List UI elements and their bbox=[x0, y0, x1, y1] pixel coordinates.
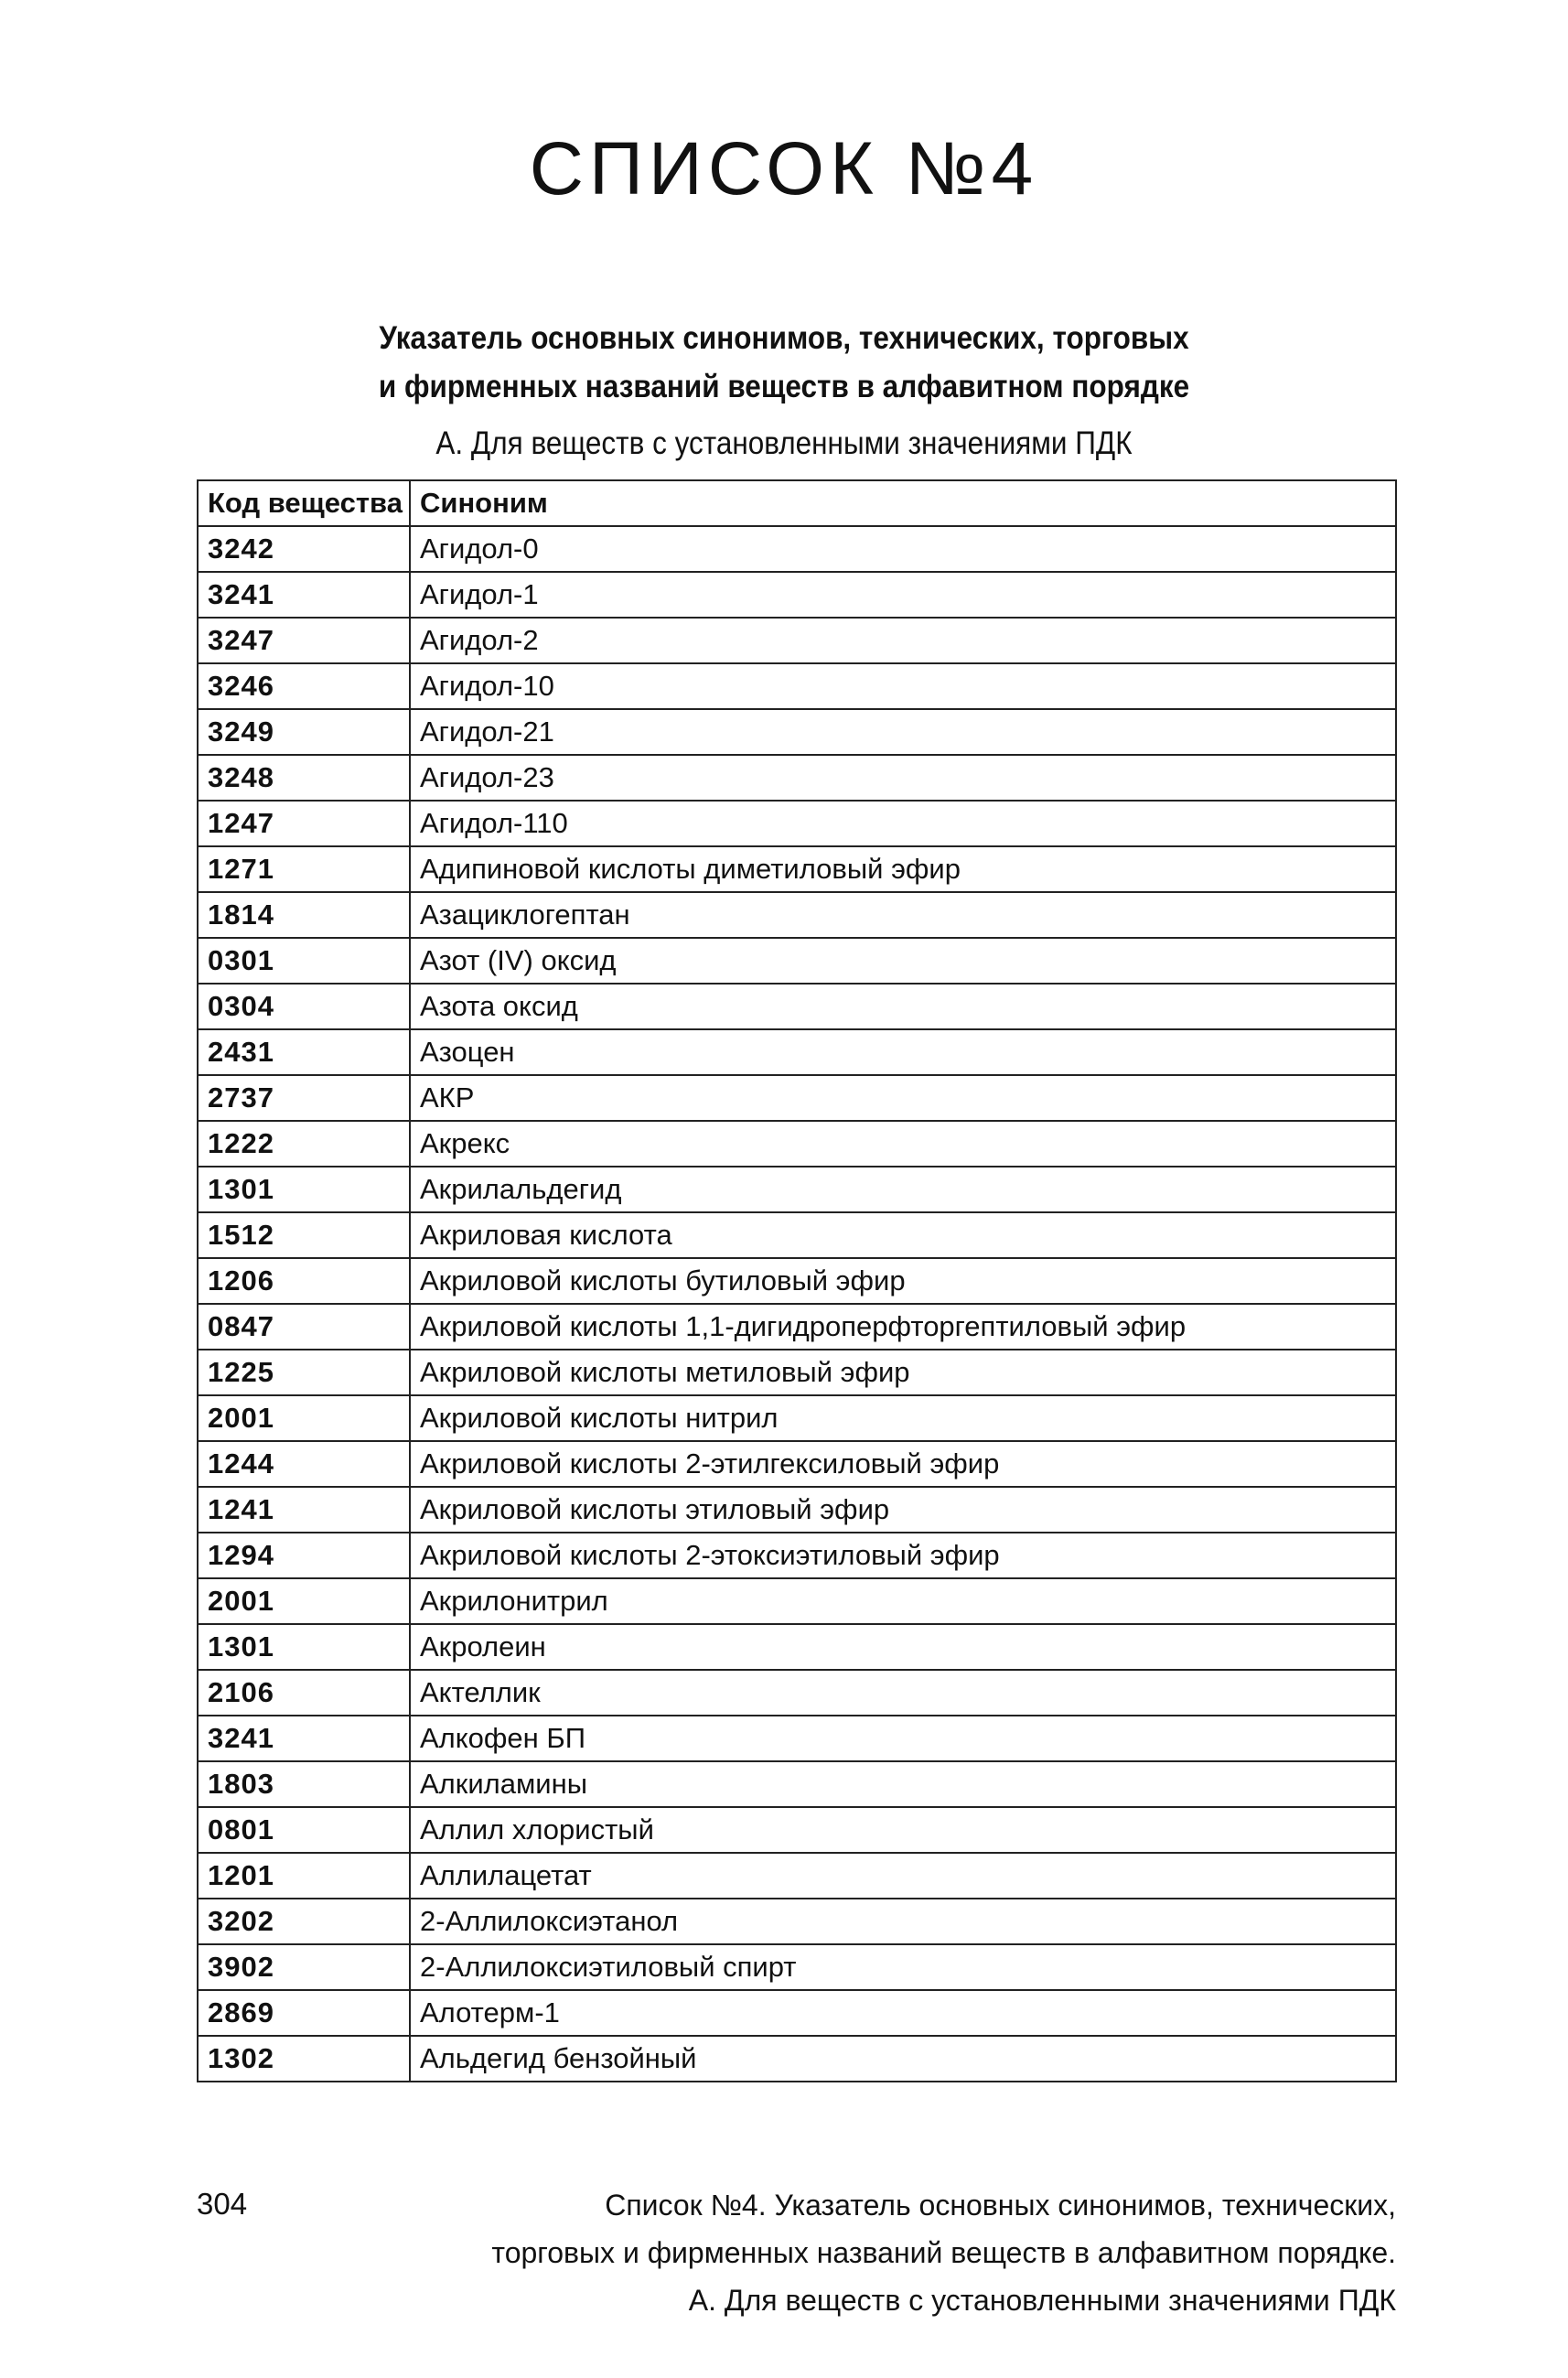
substance-code: 1201 bbox=[198, 1853, 410, 1899]
section-caption: А. Для веществ с установленными значениями ПДК bbox=[435, 425, 1133, 461]
substance-code: 1803 bbox=[198, 1761, 410, 1807]
substance-code: 2001 bbox=[198, 1578, 410, 1624]
table-row bbox=[198, 1304, 1396, 1350]
page-title: СПИСОК №4 bbox=[529, 127, 1039, 210]
table-row bbox=[198, 1029, 1396, 1075]
substance-code: 1301 bbox=[198, 1624, 410, 1670]
synonym-name: Акрилальдегид bbox=[410, 1167, 1396, 1212]
substance-code: 2106 bbox=[198, 1670, 410, 1716]
synonym-name: Адипиновой кислоты диметиловый эфир bbox=[410, 846, 1396, 892]
synonym-name: Акриловой кислоты бутиловый эфир bbox=[410, 1258, 1396, 1304]
substance-code: 1241 bbox=[198, 1487, 410, 1533]
synonym-table bbox=[197, 479, 1397, 2082]
subtitle-line-1: Указатель основных синонимов, технических, торговых bbox=[379, 320, 1189, 356]
synonym-name: Алкиламины bbox=[410, 1761, 1396, 1807]
table-row bbox=[198, 1212, 1396, 1258]
header-code: Код вещества bbox=[198, 480, 410, 526]
synonym-name: Акриловой кислоты 1,1-дигидроперфторгептиловый эфир bbox=[410, 1304, 1396, 1350]
table-row bbox=[198, 846, 1396, 892]
substance-code: 1301 bbox=[198, 1167, 410, 1212]
substance-code: 2737 bbox=[198, 1075, 410, 1121]
synonym-name: Алотерм-1 bbox=[410, 1990, 1396, 2036]
substance-code: 1512 bbox=[198, 1212, 410, 1258]
table-row bbox=[198, 1807, 1396, 1853]
substance-code: 3246 bbox=[198, 663, 410, 709]
synonym-name: Акрилонитрил bbox=[410, 1578, 1396, 1624]
synonym-name: Акриловой кислоты этиловый эфир bbox=[410, 1487, 1396, 1533]
table-row bbox=[198, 572, 1396, 618]
substance-code: 1222 bbox=[198, 1121, 410, 1167]
synonym-name: Агидол-1 bbox=[410, 572, 1396, 618]
footer-line-3: А. Для веществ с установленными значениями ПДК bbox=[688, 2284, 1396, 2317]
table-row bbox=[198, 1350, 1396, 1395]
page-number: 304 bbox=[197, 2187, 248, 2221]
substance-code: 3249 bbox=[198, 709, 410, 755]
synonym-name: Алкофен БП bbox=[410, 1716, 1396, 1761]
subtitle-line-2: и фирменных названий веществ в алфавитном порядке bbox=[378, 369, 1190, 404]
substance-code: 0301 bbox=[198, 938, 410, 984]
synonym-name: Азоцен bbox=[410, 1029, 1396, 1075]
synonym-name: Агидол-0 bbox=[410, 526, 1396, 572]
table-body bbox=[198, 526, 1396, 2082]
table-row bbox=[198, 1853, 1396, 1899]
substance-code: 3241 bbox=[198, 1716, 410, 1761]
subtitle bbox=[79, 314, 1490, 411]
table-row bbox=[198, 938, 1396, 984]
table-row bbox=[198, 709, 1396, 755]
substance-code: 1247 bbox=[198, 801, 410, 846]
table-row bbox=[198, 892, 1396, 938]
table-row bbox=[198, 1075, 1396, 1121]
substance-code: 2431 bbox=[198, 1029, 410, 1075]
synonym-name: Актеллик bbox=[410, 1670, 1396, 1716]
header-synonym: Синоним bbox=[410, 480, 1396, 526]
synonym-name: Акролеин bbox=[410, 1624, 1396, 1670]
substance-code: 2001 bbox=[198, 1395, 410, 1441]
substance-code: 3241 bbox=[198, 572, 410, 618]
synonym-name: Акриловой кислоты 2-этилгексиловый эфир bbox=[410, 1441, 1396, 1487]
synonym-name: Акриловой кислоты метиловый эфир bbox=[410, 1350, 1396, 1395]
footer-line-2: торговых и фирменных названий веществ в алфавитном порядке. bbox=[491, 2236, 1396, 2269]
substance-code: 1225 bbox=[198, 1350, 410, 1395]
synonym-name: Агидол-23 bbox=[410, 755, 1396, 801]
synonym-name: Аллил хлористый bbox=[410, 1807, 1396, 1853]
running-footer bbox=[481, 2181, 1396, 2324]
table-header-row bbox=[198, 480, 1396, 526]
table-row bbox=[198, 1578, 1396, 1624]
table-row bbox=[198, 1258, 1396, 1304]
table-row bbox=[198, 984, 1396, 1029]
table-row bbox=[198, 1533, 1396, 1578]
footer-line-1: Список №4. Указатель основных синонимов, технических, bbox=[605, 2189, 1396, 2222]
substance-code: 0847 bbox=[198, 1304, 410, 1350]
substance-code: 1814 bbox=[198, 892, 410, 938]
synonym-name: АКР bbox=[410, 1075, 1396, 1121]
synonym-name: Альдегид бензойный bbox=[410, 2036, 1396, 2082]
substance-code: 2869 bbox=[198, 1990, 410, 2036]
substance-code: 3202 bbox=[198, 1899, 410, 1944]
synonym-name: Азациклогептан bbox=[410, 892, 1396, 938]
table-row bbox=[198, 1121, 1396, 1167]
synonym-name: Акриловой кислоты 2-этоксиэтиловый эфир bbox=[410, 1533, 1396, 1578]
table-row bbox=[198, 1395, 1396, 1441]
substance-code: 1302 bbox=[198, 2036, 410, 2082]
substance-code: 3248 bbox=[198, 755, 410, 801]
synonym-name: Акриловой кислоты нитрил bbox=[410, 1395, 1396, 1441]
synonym-name: 2-Аллилоксиэтиловый спирт bbox=[410, 1944, 1396, 1990]
synonym-name: Аллилацетат bbox=[410, 1853, 1396, 1899]
synonym-name: Агидол-110 bbox=[410, 801, 1396, 846]
substance-code: 1294 bbox=[198, 1533, 410, 1578]
table-row bbox=[198, 2036, 1396, 2082]
table-row bbox=[198, 1441, 1396, 1487]
substance-code: 1206 bbox=[198, 1258, 410, 1304]
synonym-name: Агидол-2 bbox=[410, 618, 1396, 663]
table-row bbox=[198, 1670, 1396, 1716]
substance-code: 0304 bbox=[198, 984, 410, 1029]
table-row bbox=[198, 1990, 1396, 2036]
table-row bbox=[198, 801, 1396, 846]
substance-code: 3242 bbox=[198, 526, 410, 572]
substance-code: 1271 bbox=[198, 846, 410, 892]
substance-code: 3902 bbox=[198, 1944, 410, 1990]
synonym-name: Азота оксид bbox=[410, 984, 1396, 1029]
table-row bbox=[198, 618, 1396, 663]
synonym-name: Азот (IV) оксид bbox=[410, 938, 1396, 984]
synonym-name: Акрекс bbox=[410, 1121, 1396, 1167]
synonym-name: 2-Аллилоксиэтанол bbox=[410, 1899, 1396, 1944]
substance-code: 1244 bbox=[198, 1441, 410, 1487]
table-row bbox=[198, 1624, 1396, 1670]
synonym-name: Агидол-21 bbox=[410, 709, 1396, 755]
table-row bbox=[198, 1899, 1396, 1944]
substance-code: 0801 bbox=[198, 1807, 410, 1853]
synonym-name: Агидол-10 bbox=[410, 663, 1396, 709]
table-row bbox=[198, 1761, 1396, 1807]
table-row bbox=[198, 755, 1396, 801]
synonym-name: Акриловая кислота bbox=[410, 1212, 1396, 1258]
substance-code: 3247 bbox=[198, 618, 410, 663]
table-row bbox=[198, 1487, 1396, 1533]
table-row bbox=[198, 1167, 1396, 1212]
table-row bbox=[198, 526, 1396, 572]
table-row bbox=[198, 1716, 1396, 1761]
table-row bbox=[198, 1944, 1396, 1990]
table-row bbox=[198, 663, 1396, 709]
